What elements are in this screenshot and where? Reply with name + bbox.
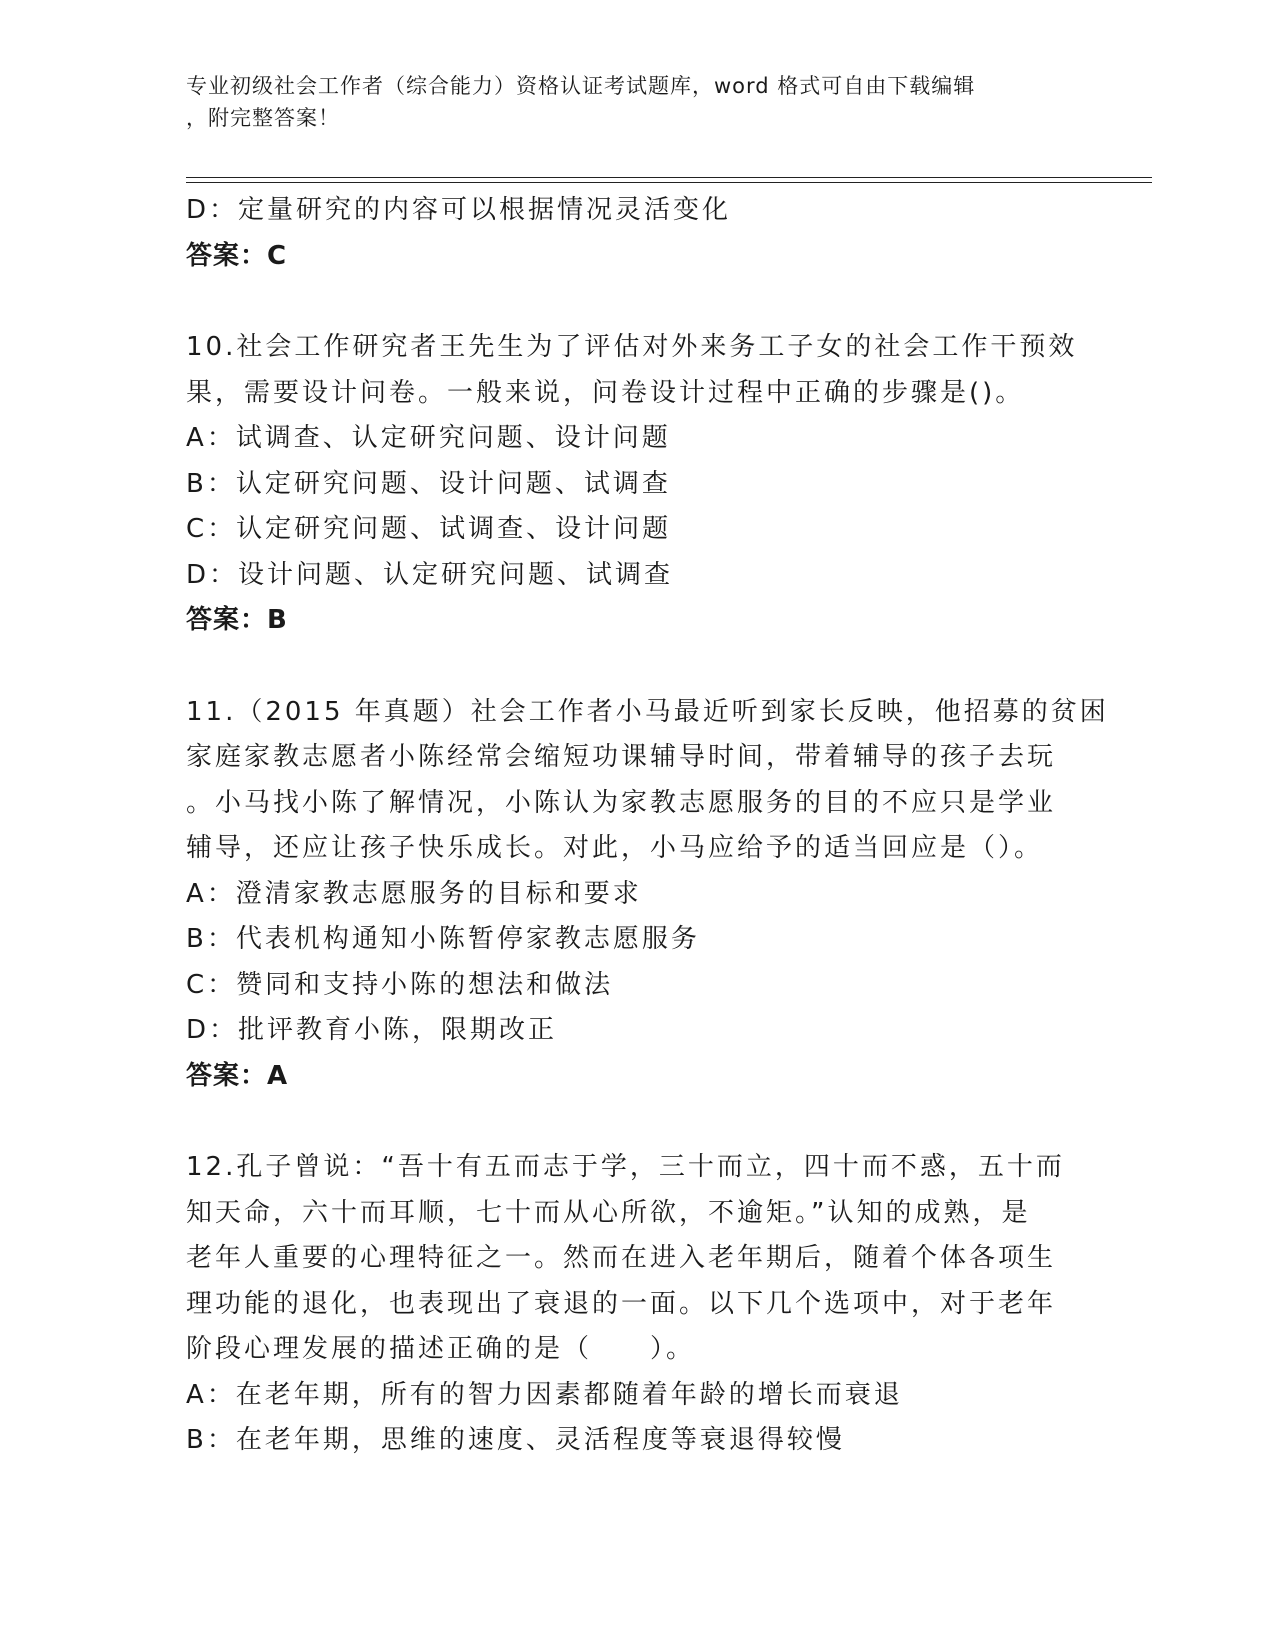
option-d: D：定量研究的内容可以根据情况灵活变化 [186,195,732,225]
spacer [186,1099,1086,1145]
spacer [186,279,1086,325]
question-text-line: 辅导，还应让孩子快乐成长。对此，小马应给予的适当回应是（）。 [186,833,1044,863]
page-header [186,70,1066,134]
question-text-line: 。小马找小陈了解情况，小陈认为家教志愿服务的目的不应只是学业 [186,787,1057,818]
option-b: B：认定研究问题、设计问题、试调查 [186,468,671,499]
option-a: A：在老年期，所有的智力因素都随着年龄的增长而衰退 [186,1379,903,1410]
option-d: D：批评教育小陈，限期改正 [186,1015,558,1045]
option-c: C：认定研究问题、试调查、设计问题 [186,514,672,544]
option-b: B：在老年期，思维的速度、灵活程度等衰退得较慢 [186,1425,845,1455]
answer: 答案：A [186,1060,289,1091]
header-line-2: ，附完整答案！ [186,106,340,130]
question-text-line: 10.社会工作研究者王先生为了评估对外来务工子女的社会工作干预效 [186,332,1078,362]
question-text-line: 果，需要设计问卷。一般来说，问卷设计过程中正确的步骤是()。 [186,377,1025,408]
question-11 [186,690,1109,1100]
question-12 [186,1145,1086,1464]
answer: 答案：C [186,240,288,271]
question-text-line: 阶段心理发展的描述正确的是（ ）。 [186,1334,696,1364]
option-c: C：赞同和支持小陈的想法和做法 [186,969,614,1000]
question-text-line: 12.孔子曾说：“吾十有五而志于学，三十而立，四十而不惑，五十而 [186,1152,1065,1182]
answer: 答案：B [186,605,288,635]
question-text-line: 老年人重要的心理特征之一。然而在进入老年期后，随着个体各项生 [186,1243,1057,1273]
header-divider-bottom [186,182,1152,183]
question-text-line: 家庭家教志愿者小陈经常会缩短功课辅导时间，带着辅导的孩子去玩 [186,742,1057,772]
document-body [186,188,1109,1464]
spacer [186,644,1086,690]
header-line-1: 专业初级社会工作者（综合能力）资格认证考试题库，word 格式可自由下载编辑 [186,74,976,98]
option-a: A：澄清家教志愿服务的目标和要求 [186,878,642,909]
option-d: D：设计问题、认定研究问题、试调查 [186,559,674,590]
header-divider-top [186,177,1152,178]
option-a: A：试调查、认定研究问题、设计问题 [186,423,671,453]
option-b: B：代表机构通知小陈暂停家教志愿服务 [186,924,700,954]
question-text-line: 理功能的退化，也表现出了衰退的一面。以下几个选项中，对于老年 [186,1288,1057,1319]
question-10 [186,325,1086,644]
question-text-line: 11.（2015 年真题）社会工作者小马最近听到家长反映，他招募的贫困 [186,696,1109,727]
question-text-line: 知天命，六十而耳顺，七十而从心所欲，不逾矩。”认知的成熟，是 [186,1197,1031,1228]
